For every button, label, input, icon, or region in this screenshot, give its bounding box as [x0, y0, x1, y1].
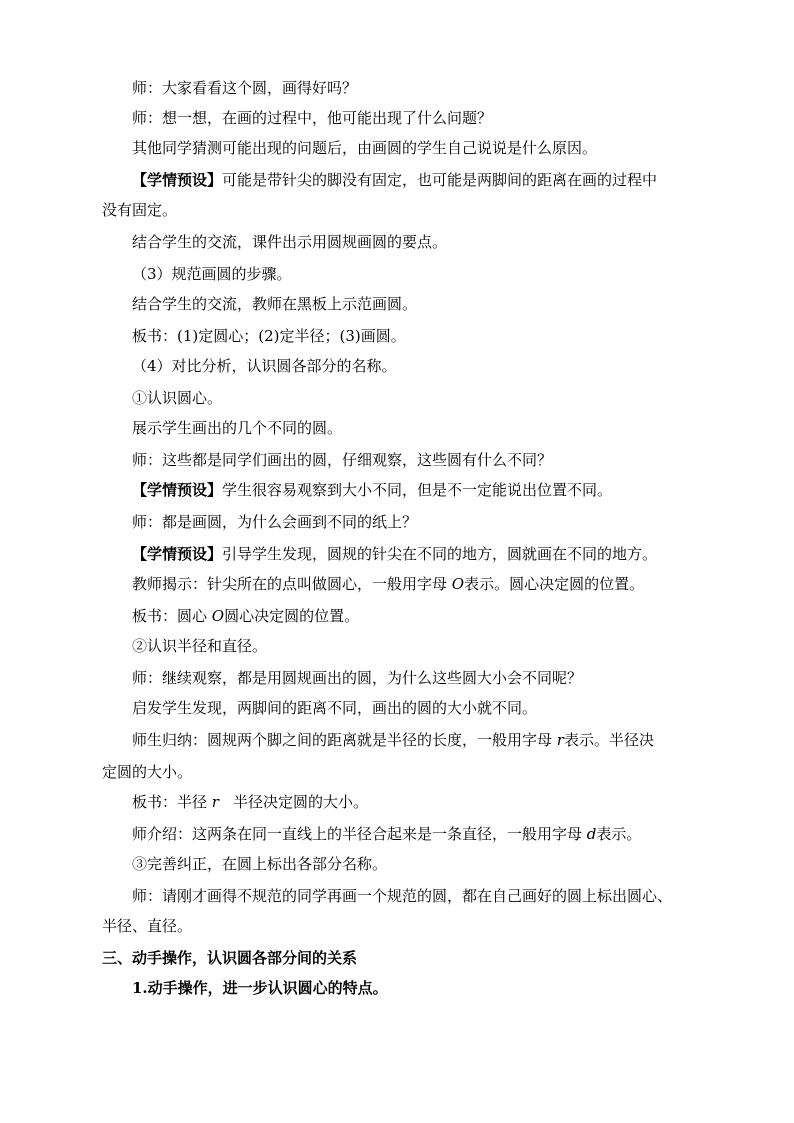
variable-o: O [451, 575, 465, 593]
paragraph: 师：大家看看这个圆，画得好吗？ [132, 79, 358, 97]
paragraph: 结合学生的交流，课件出示用圆规画圆的要点。 [132, 233, 448, 251]
paragraph-text: 引导学生发现，圆规的针尖在不同的地方，圆就画在不同的地方。 [222, 545, 658, 563]
paragraph-text: 板书：半径 [132, 793, 212, 811]
paragraph: 其他同学猜测可能出现的问题后，由画圆的学生自己说说是什么原因。 [132, 139, 598, 157]
paragraph-text: 学生很容易观察到大小不同，但是不一定能说出位置不同。 [222, 481, 613, 499]
paragraph-text: 师生归纳：圆规两个脚之间的距离就是半径的长度，一般用字母 [132, 731, 557, 749]
paragraph: 半径、直径。 [102, 917, 193, 935]
variable-o: O [211, 607, 225, 625]
variable-r: r [211, 793, 219, 811]
board-writing [132, 792, 700, 812]
section-heading: 三、动手操作，认识圆各部分间的关系 [102, 949, 358, 967]
sub-heading: ②认识半径和直径。 [132, 637, 268, 655]
paragraph-text: 表示。 [596, 825, 642, 843]
variable-r: r [556, 731, 564, 749]
variable-d: d [586, 825, 597, 843]
paragraph-text: 圆心决定圆的位置。 [224, 607, 360, 625]
sub-section-heading: 1.动手操作，进一步认识圆心的特点。 [132, 979, 388, 997]
paragraph: 师：都是画圆，为什么会画到不同的纸上？ [132, 513, 418, 531]
paragraph: 展示学生画出的几个不同的圆。 [132, 419, 343, 437]
section-step: （3）规范画圆的步骤。 [132, 265, 292, 283]
paragraph-text: 表示。半径决 [563, 731, 654, 749]
paragraph-text: 教师揭示：针尖所在的点叫做圆心，一般用字母 [132, 575, 452, 593]
paragraph: 师：这些都是同学们画出的圆，仔细观察，这些圆有什么不同？ [132, 451, 553, 469]
paragraph [132, 730, 700, 750]
paragraph [132, 480, 700, 500]
sub-heading: ①认识圆心。 [132, 389, 223, 407]
paragraph: 师：请刚才画得不规范的同学再画一个规范的圆，都在自己画好的圆上标出圆心、 [132, 887, 673, 905]
paragraph-text: 师介绍：这两条在同一直线上的半径合起来是一条直径，一般用字母 [132, 825, 587, 843]
paragraph: 师：想一想，在画的过程中，他可能出现了什么问题？ [132, 109, 493, 127]
paragraph [132, 574, 700, 594]
tag-learning-preset: 【学情预设】 [132, 481, 223, 499]
paragraph-text: 可能是带针尖的脚没有固定，也可能是两脚间的距离在画的过程中 [222, 171, 658, 189]
paragraph [132, 824, 700, 844]
tag-learning-preset: 【学情预设】 [132, 545, 223, 563]
board-writing: 板书：(1)定圆心；(2)定半径；(3)画圆。 [132, 327, 406, 345]
board-writing [132, 606, 700, 626]
paragraph [132, 544, 700, 564]
paragraph: 没有固定。 [102, 201, 178, 219]
paragraph: 结合学生的交流，教师在黑板上示范画圆。 [132, 295, 418, 313]
paragraph-text: 表示。圆心决定圆的位置。 [464, 575, 645, 593]
paragraph: 师：继续观察，都是用圆规画出的圆，为什么这些圆大小会不同呢？ [132, 669, 583, 687]
paragraph: 定圆的大小。 [102, 763, 193, 781]
section-step: （4）对比分析，认识圆各部分的名称。 [132, 357, 397, 375]
tag-learning-preset: 【学情预设】 [132, 171, 223, 189]
paragraph: 启发学生发现，两脚间的距离不同，画出的圆的大小就不同。 [132, 699, 538, 717]
sub-heading: ③完善纠正，在圆上标出各部分名称。 [132, 855, 388, 873]
paragraph [132, 170, 700, 190]
paragraph-text: 板书：圆心 [132, 607, 212, 625]
paragraph-text: 半径决定圆的大小。 [232, 793, 368, 811]
